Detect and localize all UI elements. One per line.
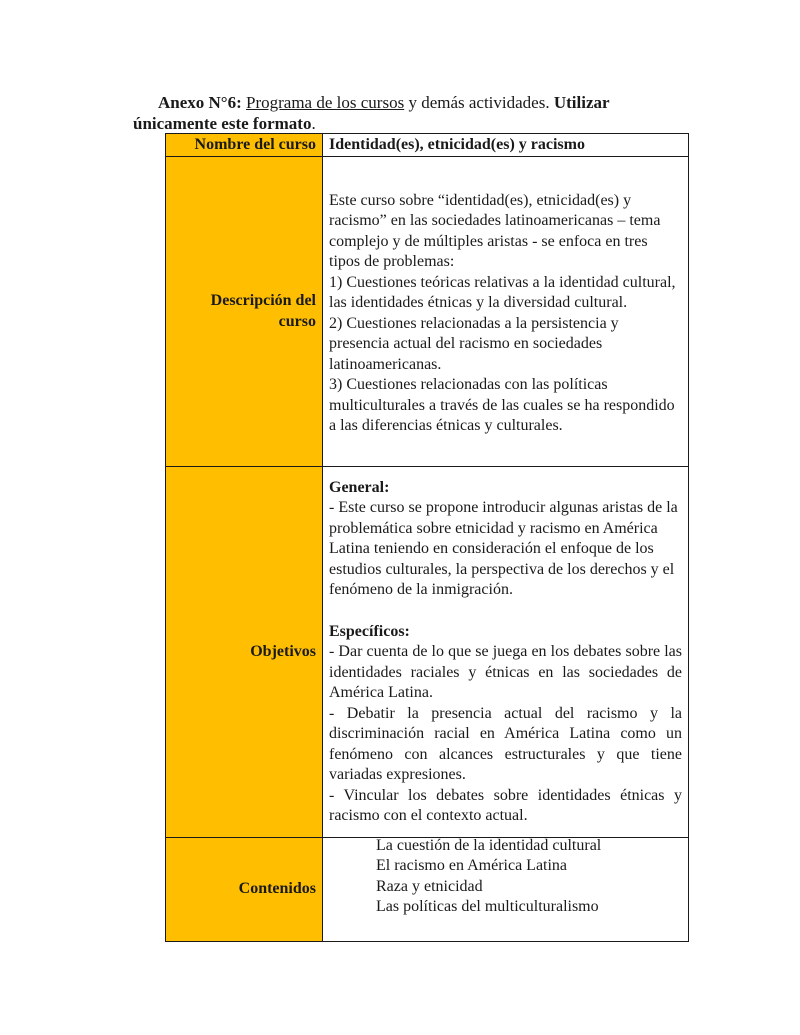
specific-heading: Específicos:	[329, 622, 410, 640]
annex-heading-line2	[133, 113, 693, 134]
course-name-value: Identidad(es), etnicidad(es) y racismo	[323, 134, 689, 157]
objectives-cell	[323, 467, 689, 838]
general-objective: - Este curso se propone introducir algunas aristas de la problemática sobre etnicidad y racismo en América Latina teniendo en consideración el enfoque de los estudios culturales, la perspectiva de los derechos y el fenómeno de la inmigración.	[329, 499, 678, 598]
contents-cell	[323, 838, 689, 942]
description-paragraph: 2) Cuestiones relacionadas a la persistencia y presencia actual del racismo en sociedades latinoamericanas.	[329, 314, 619, 373]
spacer	[329, 601, 682, 622]
objectives-label: Objetivos	[166, 467, 323, 838]
description-paragraph: Este curso sobre “identidad(es), etnicidad(es) y racismo” en las sociedades latinoamericanas – tema complejo y de múltiples aristas - se enfoca en tres tipos de problemas:	[329, 191, 661, 270]
objectives-text	[329, 478, 682, 827]
description-text	[329, 187, 682, 437]
contents-label: Contenidos	[166, 838, 323, 942]
description-paragraph: 1) Cuestiones teóricas relativas a la identidad cultural, las identidades étnicas y la diversidad cultural.	[329, 273, 676, 311]
contents-list	[329, 836, 682, 918]
course-table	[165, 133, 689, 942]
contents-item: El racismo en América Latina	[376, 857, 568, 874]
course-name-row	[166, 134, 689, 157]
program-link[interactable]: Programa de los cursos	[246, 93, 405, 112]
contents-item: Las políticas del multiculturalismo	[376, 898, 599, 915]
instruction-line2: únicamente este formato	[133, 114, 312, 133]
description-cell	[323, 157, 689, 467]
contents-item: Raza y etnicidad	[376, 877, 483, 895]
contents-row	[166, 838, 689, 942]
specific-objective: - Dar cuenta de lo que se juega en los debates sobre las identidades raciales y étnicas en las sociedades de América Latina.	[329, 643, 682, 701]
annex-heading	[133, 92, 693, 134]
annex-rest: y demás actividades.	[404, 93, 554, 112]
annex-label: Anexo N°6:	[158, 93, 242, 112]
description-row	[166, 157, 689, 467]
instruction-line1: Utilizar	[553, 93, 610, 112]
contents-item: La cuestión de la identidad cultural	[376, 836, 602, 854]
description-paragraph: 3) Cuestiones relacionadas con las políticas multiculturales a través de las cuales se ha respondido a las diferencias étnicas y culturales.	[329, 376, 675, 434]
general-heading: General:	[329, 478, 390, 496]
specific-objective: - Debatir la presencia actual del racismo y la discriminación racial en América Latina como un fenómeno con alcances estructurales y que tiene variadas expresiones.	[329, 704, 682, 783]
description-label: Descripción del curso	[166, 157, 323, 467]
course-name-label: Nombre del curso	[166, 134, 323, 157]
objectives-row	[166, 467, 689, 838]
annex-heading-line1	[133, 92, 693, 113]
specific-objective: - Vincular los debates sobre identidades étnicas y racismo con el contexto actual.	[329, 786, 682, 824]
heading-period: .	[311, 114, 316, 133]
